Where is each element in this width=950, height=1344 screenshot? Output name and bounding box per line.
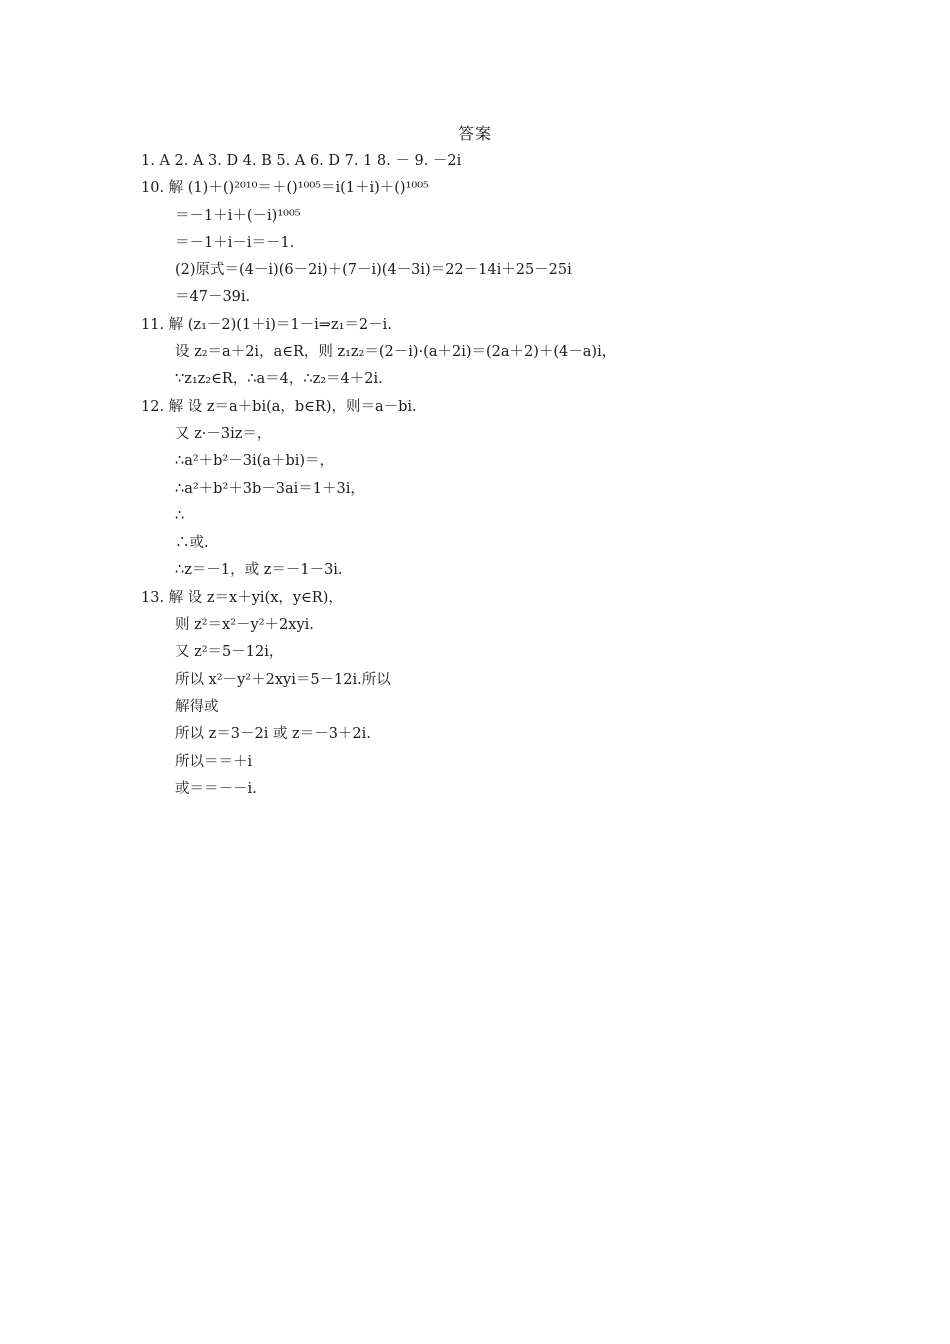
answer-line: 又 z·－3iz＝， [175, 425, 272, 442]
answer-line: 13. 解 设 z＝x＋yi(x，y∈R)， [141, 589, 343, 606]
answer-line: ＝47－39i. [175, 289, 251, 306]
answer-line: ∴ [175, 507, 185, 524]
answer-line: 解得或 [175, 698, 219, 715]
answer-line: ∵z₁z₂∈R，∴a＝4，∴z₂＝4＋2i. [175, 371, 383, 388]
answer-line: ∴a²＋b²－3i(a＋bi)＝， [175, 453, 335, 470]
answer-line: ＝－1＋i－i＝－1. [175, 234, 295, 251]
answer-line: 则 z²＝x²－y²＋2xyi. [175, 617, 314, 634]
answer-line: 10. 解 (1)＋()²⁰¹⁰＝＋()¹⁰⁰⁵＝i(1＋i)＋()¹⁰⁰⁵ [141, 180, 429, 197]
answer-line: 12. 解 设 z＝a＋bi(a，b∈R)，则＝a－bi. [141, 398, 417, 415]
answer-line: 又 z²＝5－12i， [175, 644, 284, 661]
answer-line: ∴a²＋b²＋3b－3ai＝1＋3i， [175, 480, 365, 497]
answer-body [141, 148, 841, 803]
answer-line: 11. 解 (z₁－2)(1＋i)＝1－i⇒z₁＝2－i. [141, 316, 392, 333]
answer-line: ∴z＝－1，或 z＝－1－3i. [175, 562, 343, 579]
answer-line: 或＝＝－－i. [175, 780, 257, 797]
answer-line: ∴或. [175, 535, 209, 552]
answer-line: ＝－1＋i＋(－i)¹⁰⁰⁵ [175, 207, 301, 224]
answer-line: (2)原式＝(4－i)(6－2i)＋(7－i)(4－3i)＝22－14i＋25－25i [175, 262, 572, 279]
answer-line: 设 z₂＝a＋2i，a∈R，则 z₁z₂＝(2－i)·(a＋2i)＝(2a＋2)＋(4－a)i， [175, 344, 617, 361]
page-title: 答案 [457, 124, 492, 143]
answer-line: 1. A 2. A 3. D 4. B 5. A 6. D 7. 1 8. － 9. －2i [141, 153, 462, 169]
answer-line: 所以 z＝3－2i 或 z＝－3＋2i. [175, 726, 371, 743]
answer-line: 所以 x²－y²＋2xyi＝5－12i.所以 [175, 671, 391, 688]
answer-line: 所以＝＝＋i [175, 753, 253, 770]
